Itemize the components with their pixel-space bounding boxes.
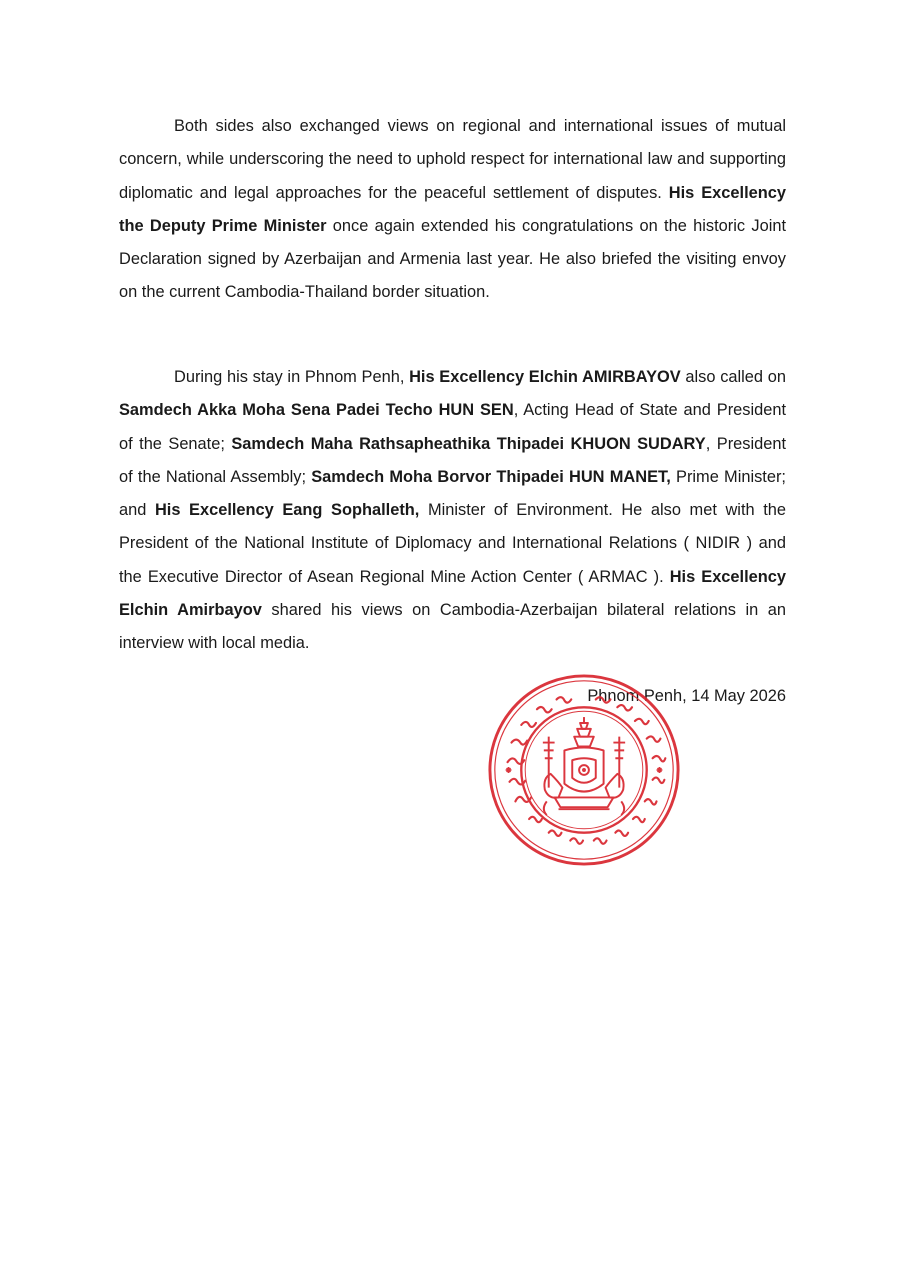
- paragraph-regional-issues: [119, 110, 786, 310]
- text-run: shared his views on Cambodia-Azerbaijan bilateral relations in an interview with local media.: [119, 601, 786, 653]
- bold-run: His Excellency the Deputy Prime Minister: [119, 183, 786, 235]
- text-run: Prime Minister; and: [119, 467, 786, 520]
- text-run: , President of the National Assembly;: [119, 434, 786, 486]
- paragraph-courtesy-calls: [119, 361, 786, 661]
- bold-run: Samdech Maha Rathsapheathika Thipadei KHUON SUDARY: [231, 434, 706, 453]
- text-run: Both sides also exchanged views on regional and international issues of mutual concern, while underscoring the need to uphold respect for international law and supporting diplomatic and legal approaches for the peaceful settlement of disputes.: [119, 117, 786, 202]
- text-run: , Acting Head of State and President of the Senate;: [119, 401, 787, 453]
- bold-run: His Excellency Elchin Amirbayov: [119, 567, 787, 620]
- bold-run: Samdech Akka Moha Sena Padei Techo HUN SEN: [119, 401, 514, 420]
- bold-run: His Excellency Elchin AMIRBAYOV: [409, 368, 681, 386]
- text-run: During his stay in Phnom Penh,: [174, 368, 410, 386]
- place-date-line: Phnom Penh, 14 May 2026: [587, 687, 786, 705]
- text-run: also called on: [680, 368, 786, 386]
- bold-run: Samdech Moha Borvor Thipadei HUN MANET,: [311, 467, 671, 486]
- bold-run: His Excellency Eang Sophalleth,: [154, 501, 420, 520]
- official-seal-icon: [486, 672, 682, 868]
- text-run: Minister of Environment. He also met with the President of the National Institute of Diplomacy and International Relations ( NIDIR ) and the Executive Director of Asean Regional Mine Action Center ( ARMAC ).: [119, 501, 786, 586]
- text-run: once again extended his congratulations on the historic Joint Declaration signed by Azerbaijan and Armenia last year. He also briefed the visiting envoy on the current Cambodia-Thailand border situation.: [119, 216, 787, 302]
